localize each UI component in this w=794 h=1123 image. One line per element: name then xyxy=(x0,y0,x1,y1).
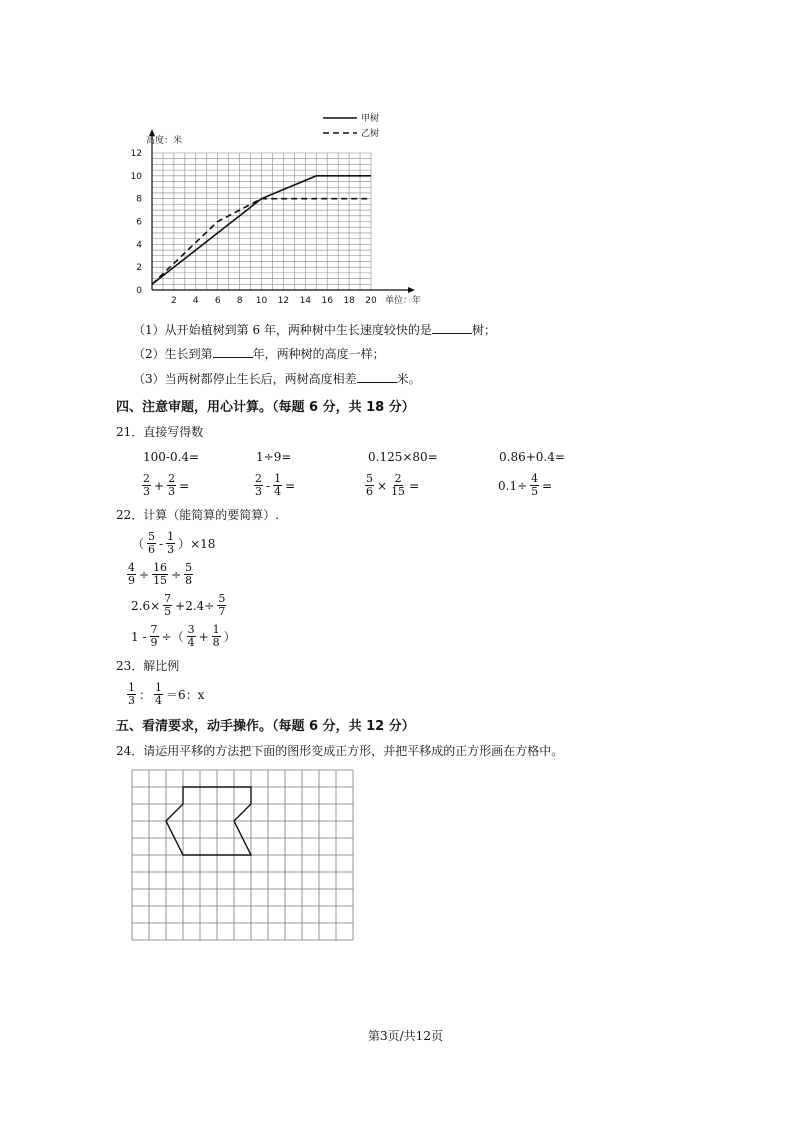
answer-blank[interactable] xyxy=(432,321,472,334)
legend-label-1: 甲树 xyxy=(361,114,380,124)
fraction: $\frac{2}{3}$ xyxy=(255,472,262,498)
x-tick-label: 14 xyxy=(299,296,312,306)
x-tick-label: 10 xyxy=(255,296,268,306)
q23-proportion: $\frac{1}{3}$ ： $\frac{1}{4}$ ＝6：x xyxy=(128,681,205,707)
y-tick-label: 0 xyxy=(136,286,142,296)
q23-title: 23．解比例 xyxy=(116,659,180,673)
x-tick-label: 12 xyxy=(277,296,290,306)
y-tick-label: 6 xyxy=(136,217,142,228)
x-tick-label: 16 xyxy=(321,296,333,306)
q22-calc-2: $\frac{4}{9}$ ÷ $\frac{16}{15}$ ÷ $\frac{5}{8}$ xyxy=(128,561,193,587)
answer-blank[interactable] xyxy=(357,370,397,383)
page-number: 第3页/共12页 xyxy=(368,1029,443,1043)
x-axis-arrow xyxy=(408,287,415,293)
y-tick-label: 8 xyxy=(136,194,142,205)
fraction: $\frac{5}{7}$ xyxy=(218,592,226,618)
legend-label-2: 乙树 xyxy=(361,129,380,139)
q21-expr-2: 1÷9= xyxy=(256,450,292,464)
fraction: $\frac{4}{9}$ xyxy=(128,561,135,587)
fraction: $\frac{7}{9}$ xyxy=(150,623,158,649)
q22-calc-4: 1 - $\frac{7}{9}$ ÷（ $\frac{3}{4}$ + $\frac{1}{8}$ ） xyxy=(131,623,236,649)
q20-part2 xyxy=(133,345,385,362)
fraction: $\frac{3}{4}$ xyxy=(187,623,195,649)
q21-frac-expr-2: $\frac{2}{3}$ - $\frac{1}{4}$ = xyxy=(255,472,296,498)
fraction: $\frac{4}{5}$ xyxy=(531,472,539,498)
x-axis-label: 单位：年 xyxy=(385,296,422,306)
x-tick-label: 2 xyxy=(171,296,177,306)
q21-expr-3: 0.125×80= xyxy=(368,450,438,464)
fraction: $\frac{2}{3}$ xyxy=(168,472,176,498)
y-tick-label: 4 xyxy=(136,240,142,251)
q20-part3-suffix: 米。 xyxy=(396,372,421,386)
fraction: $\frac{2}{3}$ xyxy=(143,472,150,498)
q21-frac-expr-4: 0.1÷ $\frac{4}{5}$ = xyxy=(498,472,553,498)
q21-frac-expr-3: $\frac{5}{6}$ × $\frac{2}{15}$ = xyxy=(366,472,420,498)
q20-part1 xyxy=(133,321,496,338)
q22-calc-3: 2.6× $\frac{7}{5}$ +2.4÷ $\frac{5}{7}$ xyxy=(131,592,226,618)
x-tick-label: 20 xyxy=(365,296,377,306)
fraction: $\frac{5}{8}$ xyxy=(185,561,193,587)
y-axis-label: 高度：米 xyxy=(146,136,183,146)
x-tick-label: 6 xyxy=(214,296,221,306)
tree-height-chart xyxy=(120,108,440,313)
fraction: $\frac{1}{4}$ xyxy=(274,472,282,498)
fraction: $\frac{1}{4}$ xyxy=(155,681,163,707)
q20-part2-suffix: 年，两种树的高度一样； xyxy=(252,347,385,361)
fraction: $\frac{5}{6}$ xyxy=(366,472,373,498)
fraction: $\frac{7}{5}$ xyxy=(164,592,172,618)
x-tick-label: 18 xyxy=(343,296,355,306)
fraction: $\frac{16}{15}$ xyxy=(153,561,168,587)
section5-title: 五、看清要求，动手操作。（每题 6 分，共 12 分） xyxy=(116,719,415,734)
fraction: $\frac{5}{6}$ xyxy=(148,530,156,556)
q20-part3 xyxy=(133,370,421,387)
section4-title: 四、注意审题，用心计算。（每题 6 分，共 18 分） xyxy=(116,400,415,415)
q20-part1-text: （1）从开始植树到第 6 年，两种树中生长速度较快的是 xyxy=(133,323,432,337)
q24-title: 24．请运用平移的方法把下面的图形变成正方形，并把平移成的正方形画在方格中。 xyxy=(116,744,564,758)
y-tick-label: 10 xyxy=(130,171,142,182)
fraction: $\frac{1}{3}$ xyxy=(128,681,135,707)
q20-part3-text: （3）当两树都停止生长后，两树高度相差 xyxy=(133,372,357,386)
fraction: $\frac{1}{3}$ xyxy=(167,530,175,556)
q22-calc-1: （ $\frac{5}{6}$ - $\frac{1}{3}$ ）×18 xyxy=(132,530,216,556)
y-axis-arrow xyxy=(149,129,155,136)
q21-title: 21．直接写得数 xyxy=(116,425,204,439)
x-tick-label: 8 xyxy=(236,296,243,306)
q22-title: 22．计算（能简算的要简算）. xyxy=(116,508,280,522)
fraction: $\frac{1}{8}$ xyxy=(212,623,220,649)
q20-part2-text: （2）生长到第 xyxy=(133,347,213,361)
y-tick-label: 12 xyxy=(130,149,142,159)
y-tick-label: 2 xyxy=(136,263,142,274)
answer-blank[interactable] xyxy=(213,345,253,358)
x-tick-label: 4 xyxy=(192,296,199,306)
fraction: $\frac{2}{15}$ xyxy=(391,472,406,498)
drawing-grid[interactable] xyxy=(130,768,362,944)
q21-frac-expr-1: $\frac{2}{3}$ + $\frac{2}{3}$ = xyxy=(143,472,190,498)
q20-part1-suffix: 树； xyxy=(471,323,496,337)
q21-expr-4: 0.86+0.4= xyxy=(499,450,565,464)
q21-expr-1: 100-0.4= xyxy=(143,450,200,464)
